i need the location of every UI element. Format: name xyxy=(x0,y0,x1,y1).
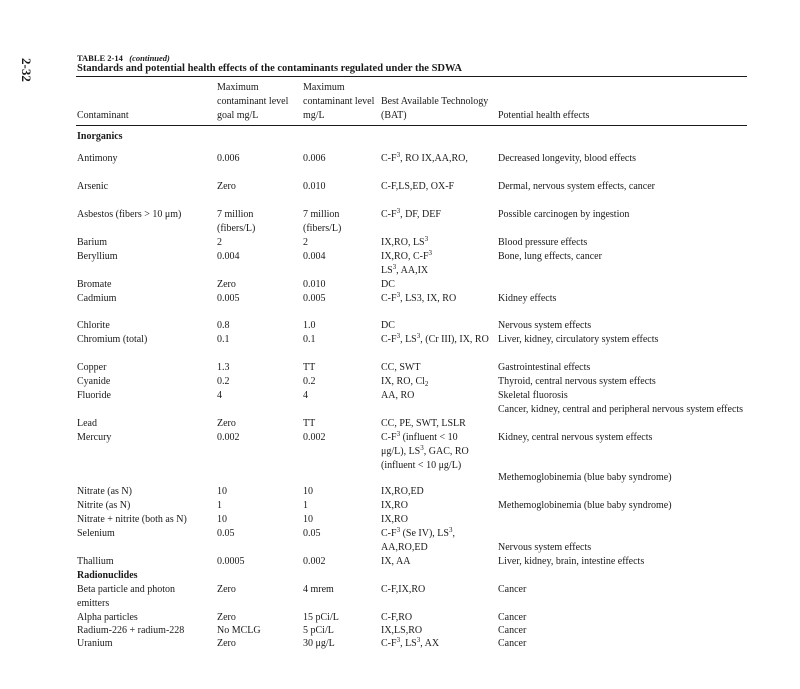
row-beta-name-text: Beta particle and photon emitters xyxy=(77,584,176,609)
row-radium-effects: Cancer xyxy=(498,625,527,636)
row-beta-name xyxy=(77,583,187,611)
row-nitrite-bat: IX,RO xyxy=(381,500,408,511)
row-arsenic-mclg: Zero xyxy=(217,181,236,192)
table-continued: (continued) xyxy=(129,53,170,63)
row-arsenic-bat: C-F,LS,ED, OX-F xyxy=(381,181,455,192)
row-thallium-bat: IX, AA xyxy=(381,556,411,567)
table-title: Standards and potential health effects of the contaminants regulated under the SDWA xyxy=(77,63,462,74)
row-beta-bat: C-F,IX,RO xyxy=(381,584,426,595)
header-mclg: Maximum contaminant level goal mg/L xyxy=(217,82,289,121)
header-mcl: Maximum contaminant level mg/L xyxy=(303,82,375,121)
row-copper-mclg: 1.3 xyxy=(217,362,230,373)
row-beryllium-name: Beryllium xyxy=(77,251,118,262)
row-selenium-mclg: 0.05 xyxy=(217,528,235,539)
header-rule xyxy=(76,125,747,126)
row-arsenic-mcl: 0.010 xyxy=(303,181,326,192)
row-antimony-mclg: 0.006 xyxy=(217,153,240,164)
row-antimony-bat: $C-F^3$, RO IX,AA,RO, xyxy=(381,151,468,164)
row-chromium-bat: $C-F^3$, $LS^3$, (Cr III), IX, RO xyxy=(381,332,489,345)
row-antimony-mcl: 0.006 xyxy=(303,153,326,164)
row-lead-mclg: Zero xyxy=(217,418,236,429)
row-chromium-name: Chromium (total) xyxy=(77,334,148,345)
row-cadmium-name: Cadmium xyxy=(77,293,117,304)
row-nitrate-mclg: 10 xyxy=(217,486,227,497)
row-antimony-name: Antimony xyxy=(77,153,118,164)
row-selenium-mcl: 0.05 xyxy=(303,528,321,539)
row-nitrate-nitrite-mcl: 10 xyxy=(303,514,313,525)
row-uranium-name: Uranium xyxy=(77,638,113,649)
row-lead-mcl: TT xyxy=(303,418,316,429)
row-asbestos-effects: Possible carcinogen by ingestion xyxy=(498,209,630,220)
row-lead-bat: CC, PE, SWT, LSLR xyxy=(381,418,466,429)
row-nitrate-mcl: 10 xyxy=(303,486,313,497)
row-radium-mcl: 5 pCi/L xyxy=(303,625,334,636)
row-uranium-mcl: 30 μg/L xyxy=(303,638,335,649)
row-barium-mclg: 2 xyxy=(217,237,222,248)
row-barium-mcl: 2 xyxy=(303,237,308,248)
header-bat: Best Available Technology (BAT) xyxy=(381,96,489,121)
row-fluoride-mclg: 4 xyxy=(217,390,222,401)
row-beryllium-mclg: 0.004 xyxy=(217,251,240,262)
row-copper-effects: Gastrointestinal effects xyxy=(498,362,591,373)
row-uranium-mclg: Zero xyxy=(217,638,236,649)
row-cadmium-effects: Kidney effects xyxy=(498,293,557,304)
row-chlorite-mcl: 1.0 xyxy=(303,320,316,331)
row-chromium-mclg: 0.1 xyxy=(217,334,230,345)
row-thallium-mcl: 0.002 xyxy=(303,556,326,567)
row-mercury-effects: Kidney, central nervous system effects xyxy=(498,432,653,443)
row-barium-effects: Blood pressure effects xyxy=(498,237,588,248)
table-number: TABLE 2-14 xyxy=(77,53,123,63)
row-arsenic-name: Arsenic xyxy=(77,181,109,192)
row-barium-name: Barium xyxy=(77,237,107,248)
row-copper-mcl: TT xyxy=(303,362,316,373)
row-asbestos-mcl: 7 million (fibers/L) xyxy=(303,209,342,234)
row-copper-name: Copper xyxy=(77,362,107,373)
row-nitrite-mclg: 1 xyxy=(217,500,222,511)
row-arsenic-effects: Dermal, nervous system effects, cancer xyxy=(498,181,655,192)
row-cyanide-mcl: 0.2 xyxy=(303,376,316,387)
section-radionuclides: Radionuclides xyxy=(77,570,138,581)
row-beta-mclg: Zero xyxy=(217,584,236,595)
row-chromium-effects: Liver, kidney, circulatory system effects xyxy=(498,334,659,345)
row-chlorite-bat: DC xyxy=(381,320,395,331)
row-mercury-mcl: 0.002 xyxy=(303,432,326,443)
row-nitrite-name: Nitrite (as N) xyxy=(77,500,131,511)
row-mercury-name: Mercury xyxy=(77,432,112,443)
row-nitrate-bat: IX,RO,ED xyxy=(381,486,424,497)
row-lead-effects: Cancer, kidney, central and peripheral nervous system effects xyxy=(498,404,744,415)
row-mercury-mclg: 0.002 xyxy=(217,432,240,443)
row-cyanide-mclg: 0.2 xyxy=(217,376,230,387)
top-rule xyxy=(76,76,747,77)
row-selenium-bat: $C-F^3$ (Se IV), $LS^3$, AA,RO,ED xyxy=(381,526,455,553)
row-alpha-mclg: Zero xyxy=(217,612,236,623)
row-selenium-effects: Nervous system effects xyxy=(498,542,592,553)
row-alpha-mcl: 15 pCi/L xyxy=(303,612,339,623)
row-bromate-mclg: Zero xyxy=(217,279,236,290)
header-contaminant: Contaminant xyxy=(77,110,129,121)
row-radium-bat: IX,LS,RO xyxy=(381,625,423,636)
row-barium-bat: IX,RO, $LS^3$ xyxy=(381,235,429,248)
row-nitrate-effects: Methemoglobinemia (blue baby syndrome) xyxy=(498,472,672,483)
row-beta-effects: Cancer xyxy=(498,584,527,595)
row-beryllium-mcl: 0.004 xyxy=(303,251,326,262)
row-thallium-mclg: 0.0005 xyxy=(217,556,245,567)
row-lead-name: Lead xyxy=(77,418,97,429)
row-chlorite-effects: Nervous system effects xyxy=(498,320,592,331)
row-bromate-bat: DC xyxy=(381,279,395,290)
row-bromate-name: Bromate xyxy=(77,279,112,290)
row-cadmium-bat: $C-F^3$, LS3, IX, RO xyxy=(381,291,457,304)
row-alpha-effects: Cancer xyxy=(498,612,527,623)
row-cyanide-bat: IX, RO, $Cl_2$ xyxy=(381,376,429,388)
row-cyanide-name: Cyanide xyxy=(77,376,111,387)
row-beta-mcl: 4 mrem xyxy=(303,584,334,595)
row-cyanide-effects: Thyroid, central nervous system effects xyxy=(498,376,656,387)
row-fluoride-name: Fluoride xyxy=(77,390,111,401)
row-fluoride-effects: Skeletal fluorosis xyxy=(498,390,568,401)
row-chlorite-name: Chlorite xyxy=(77,320,110,331)
row-copper-bat: CC, SWT xyxy=(381,362,421,373)
header-effects: Potential health effects xyxy=(498,110,590,121)
row-cadmium-mcl: 0.005 xyxy=(303,293,326,304)
row-fluoride-mcl: 4 xyxy=(303,390,308,401)
row-nitrite-effects: Methemoglobinemia (blue baby syndrome) xyxy=(498,500,672,511)
row-asbestos-bat: $C-F^3$, DF, DEF xyxy=(381,207,441,220)
row-nitrite-mcl: 1 xyxy=(303,500,308,511)
row-selenium-name: Selenium xyxy=(77,528,115,539)
row-alpha-bat: C-F,RO xyxy=(381,612,413,623)
row-nitrate-name: Nitrate (as N) xyxy=(77,486,132,497)
row-fluoride-bat: AA, RO xyxy=(381,390,415,401)
row-radium-name: Radium-226 + radium-228 xyxy=(77,625,185,636)
row-beryllium-effects: Bone, lung effects, cancer xyxy=(498,251,602,262)
row-chlorite-mclg: 0.8 xyxy=(217,320,230,331)
page-number: 2-32 xyxy=(19,58,34,82)
row-thallium-effects: Liver, kidney, brain, intestine effects xyxy=(498,556,645,567)
row-nitrate-nitrite-name: Nitrate + nitrite (both as N) xyxy=(77,514,187,525)
row-alpha-name: Alpha particles xyxy=(77,612,138,623)
table-label xyxy=(77,53,170,63)
section-inorganics: Inorganics xyxy=(77,131,123,142)
row-chromium-mcl: 0.1 xyxy=(303,334,316,345)
row-thallium-name: Thallium xyxy=(77,556,114,567)
row-mercury-bat: $C-F^3$ (influent < 10 μg/L), $LS^3$, GAC, RO (influent < 10 μg/L) xyxy=(381,430,469,471)
row-nitrate-nitrite-mclg: 10 xyxy=(217,514,227,525)
row-uranium-bat: $C-F^3$, $LS^3$, AX xyxy=(381,636,440,649)
row-radium-mclg: No MCLG xyxy=(217,625,261,636)
row-bromate-mcl: 0.010 xyxy=(303,279,326,290)
row-antimony-effects: Decreased longevity, blood effects xyxy=(498,153,637,164)
row-cadmium-mclg: 0.005 xyxy=(217,293,240,304)
row-nitrate-nitrite-bat: IX,RO xyxy=(381,514,408,525)
row-asbestos-name: Asbestos (fibers > 10 μm) xyxy=(77,209,182,220)
row-beryllium-bat: IX,RO, $C-F^3$ $LS^3$, AA,IX xyxy=(381,249,433,276)
row-uranium-effects: Cancer xyxy=(498,638,527,649)
row-asbestos-mclg: 7 million (fibers/L) xyxy=(217,209,256,234)
